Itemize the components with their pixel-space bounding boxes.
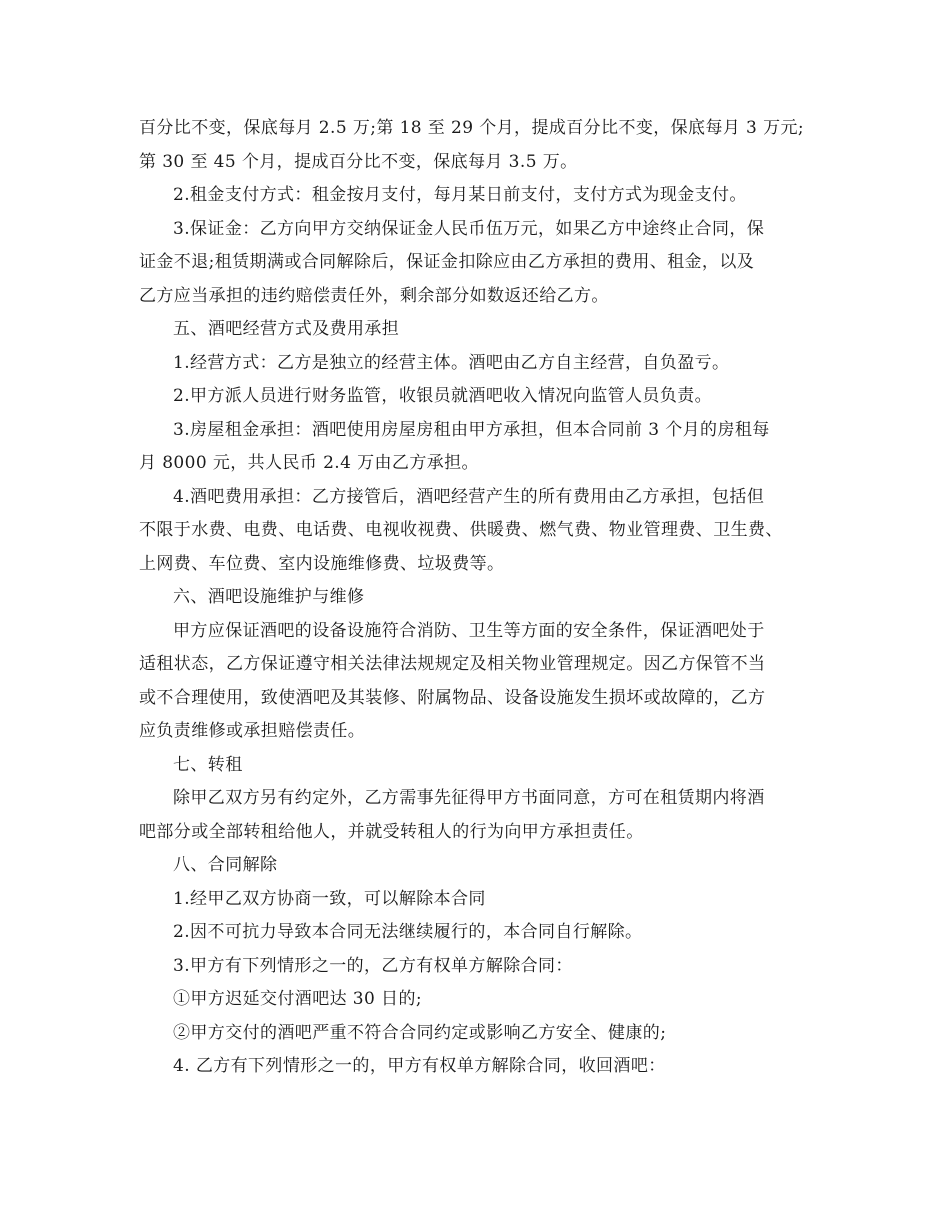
text-line: 1.经甲乙双方协商一致，可以解除本合同 <box>173 888 486 909</box>
text-line: 不限于水费、电费、电话费、电视收视费、供暖费、燃气费、物业管理费、卫生费、 <box>139 520 783 540</box>
text-line: 4. 乙方有下列情形之一的，甲方有权单方解除合同，收回酒吧： <box>173 1056 666 1076</box>
document-page <box>139 112 819 1084</box>
section-heading: 五、酒吧经营方式及费用承担 <box>173 319 400 339</box>
text-line: 月 8000 元，共人民币 2.4 万由乙方承担。 <box>139 453 479 473</box>
text-line: 百分比不变，保底每月 2.5 万;第 18 至 29 个月，提成百分比不变，保底每月 3 万元; <box>139 118 804 138</box>
text-line: 证金不退;租赁期满或合同解除后，保证金扣除应由乙方承担的费用、租金，以及 <box>139 252 755 272</box>
text-line: 甲方应保证酒吧的设备设施符合消防、卫生等方面的安全条件，保证酒吧处于 <box>173 620 765 641</box>
section-heading: 六、酒吧设施维护与维修 <box>173 587 365 607</box>
text-line: 3.房屋租金承担：酒吧使用房屋房租由甲方承担，但本合同前 3 个月的房租每 <box>173 419 770 440</box>
text-line: ①甲方迟延交付酒吧达 30 日的; <box>173 989 422 1009</box>
text-line: 除甲乙双方另有约定外，乙方需事先征得甲方书面同意，方可在租赁期内将酒 <box>173 788 765 808</box>
text-line: 3.甲方有下列情形之一的，乙方有权单方解除合同： <box>173 955 573 976</box>
text-line: 乙方应当承担的违约赔偿责任外，剩余部分如数返还给乙方。 <box>139 285 609 306</box>
text-line: 吧部分或全部转租给他人，并就受转租人的行为向甲方承担责任。 <box>139 821 644 842</box>
text-line: 2.甲方派人员进行财务监管，收银员就酒吧收入情况向监管人员负责。 <box>173 386 713 406</box>
text-line: 2.租金支付方式：租金按月支付，每月某日前支付，支付方式为现金支付。 <box>173 185 747 205</box>
text-line: 2.因不可抗力导致本合同无法继续履行的，本合同自行解除。 <box>173 922 643 942</box>
text-line: ②甲方交付的酒吧严重不符合合同约定或影响乙方安全、健康的; <box>173 1022 667 1043</box>
text-line: 4.酒吧费用承担：乙方接管后，酒吧经营产生的所有费用由乙方承担，包括但 <box>173 486 765 507</box>
text-line: 3.保证金：乙方向甲方交纳保证金人民币伍万元，如果乙方中途终止合同，保 <box>173 218 765 239</box>
text-line: 应负责维修或承担赔偿责任。 <box>139 721 366 741</box>
text-line: 上网费、车位费、室内设施维修费、垃圾费等。 <box>139 553 505 574</box>
text-line: 1.经营方式：乙方是独立的经营主体。酒吧由乙方自主经营，自负盈亏。 <box>173 352 730 373</box>
section-heading: 八、合同解除 <box>173 855 278 875</box>
text-line: 或不合理使用，致使酒吧及其装修、附属物品、设备设施发生损坏或故障的，乙方 <box>139 687 766 708</box>
text-line: 适租状态，乙方保证遵守相关法律法规规定及相关物业管理规定。因乙方保管不当 <box>139 654 766 674</box>
text-line: 第 30 至 45 个月，提成百分比不变，保底每月 3.5 万。 <box>139 151 578 172</box>
section-heading: 七、转租 <box>173 754 243 775</box>
